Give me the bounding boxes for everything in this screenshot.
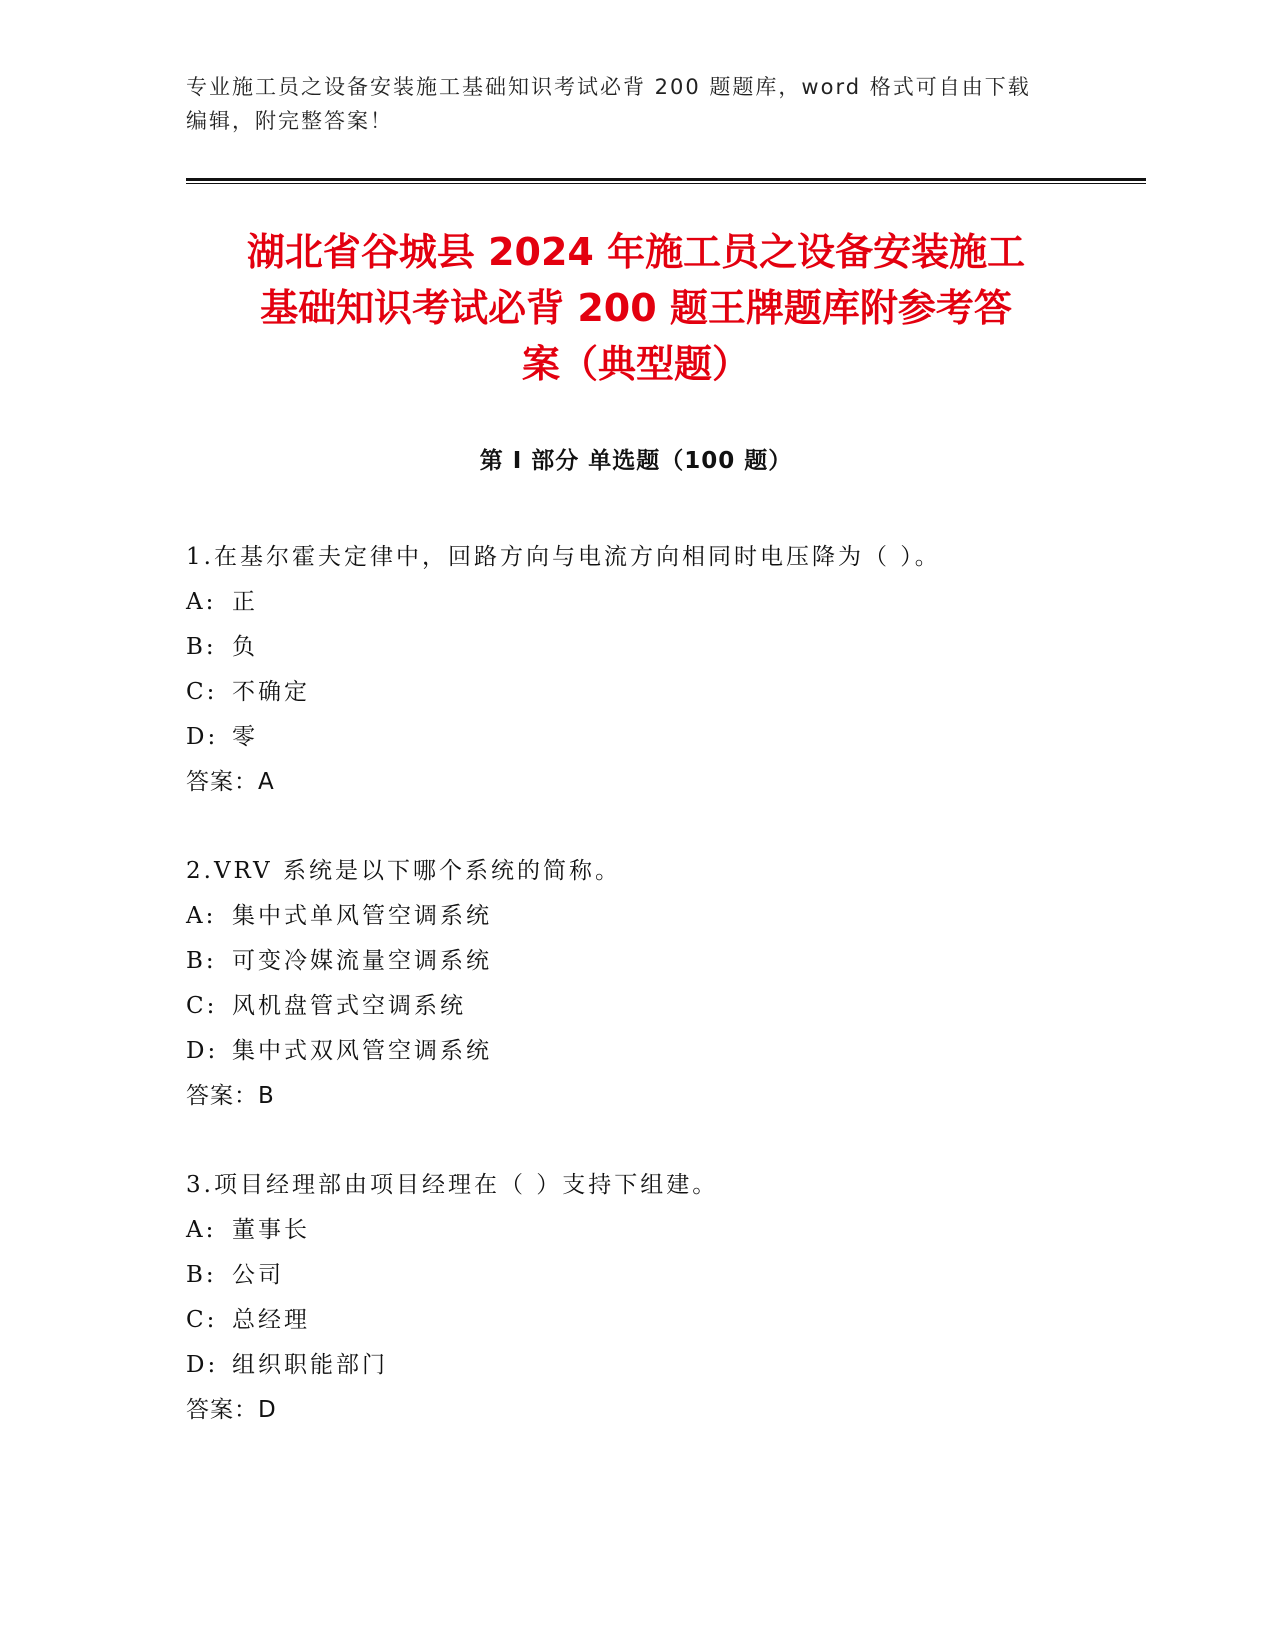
option-a <box>186 894 1146 939</box>
header-note <box>186 70 1066 138</box>
option-key: B: <box>186 1262 217 1288</box>
question-3 <box>186 1163 1146 1433</box>
option-key: B: <box>186 634 217 660</box>
option-key: D: <box>186 1352 219 1378</box>
document-title-line-1: 湖北省谷城县 2024 年施工员之设备安装施工 <box>246 230 1026 274</box>
document-title-line-3: 案（典型题） <box>521 342 750 386</box>
option-c <box>186 1298 1146 1343</box>
option-c <box>186 670 1146 715</box>
document-title <box>186 224 1086 392</box>
option-text: 不确定 <box>232 679 310 705</box>
answer: 答案：B <box>186 1083 275 1109</box>
option-text: 集中式单风管空调系统 <box>232 903 492 929</box>
header-note-line-1: 专业施工员之设备安装施工基础知识考试必背 200 题题库，word 格式可自由下载 <box>186 75 1031 99</box>
option-c <box>186 984 1146 1029</box>
option-key: C: <box>186 993 218 1019</box>
option-key: C: <box>186 1307 218 1333</box>
option-d <box>186 1343 1146 1388</box>
option-d <box>186 1029 1146 1074</box>
option-key: A: <box>186 903 217 929</box>
option-key: B: <box>186 948 217 974</box>
answer: 答案：A <box>186 769 275 795</box>
header-divider <box>186 178 1146 184</box>
option-key: D: <box>186 724 219 750</box>
document-title-line-2: 基础知识考试必背 200 题王牌题库附参考答 <box>260 286 1012 330</box>
option-a <box>186 580 1146 625</box>
option-text: 董事长 <box>232 1217 310 1243</box>
option-text: 可变冷媒流量空调系统 <box>232 948 492 974</box>
option-key: A: <box>186 1217 217 1243</box>
option-b <box>186 939 1146 984</box>
question-list <box>186 535 1146 1433</box>
option-a <box>186 1208 1146 1253</box>
option-text: 零 <box>232 724 258 750</box>
option-key: A: <box>186 589 217 615</box>
option-b <box>186 625 1146 670</box>
question-1 <box>186 535 1146 805</box>
option-text: 公司 <box>232 1262 284 1288</box>
question-stem: 2.VRV 系统是以下哪个系统的简称。 <box>186 858 621 884</box>
option-key: C: <box>186 679 218 705</box>
question-stem: 3.项目经理部由项目经理在（ ）支持下组建。 <box>186 1172 719 1198</box>
option-text: 负 <box>232 634 258 660</box>
answer: 答案：D <box>186 1397 277 1423</box>
option-text: 风机盘管式空调系统 <box>232 993 466 1019</box>
option-text: 组织职能部门 <box>232 1352 388 1378</box>
option-key: D: <box>186 1038 219 1064</box>
document-page <box>186 70 1146 1477</box>
section-heading: 第 I 部分 单选题（100 题） <box>479 448 793 474</box>
question-stem: 1.在基尔霍夫定律中，回路方向与电流方向相同时电压降为（ ）。 <box>186 544 941 570</box>
option-d <box>186 715 1146 760</box>
option-b <box>186 1253 1146 1298</box>
question-2 <box>186 849 1146 1119</box>
option-text: 集中式双风管空调系统 <box>232 1038 492 1064</box>
header-note-line-2: 编辑，附完整答案！ <box>186 109 393 133</box>
option-text: 总经理 <box>232 1307 310 1333</box>
option-text: 正 <box>232 589 258 615</box>
